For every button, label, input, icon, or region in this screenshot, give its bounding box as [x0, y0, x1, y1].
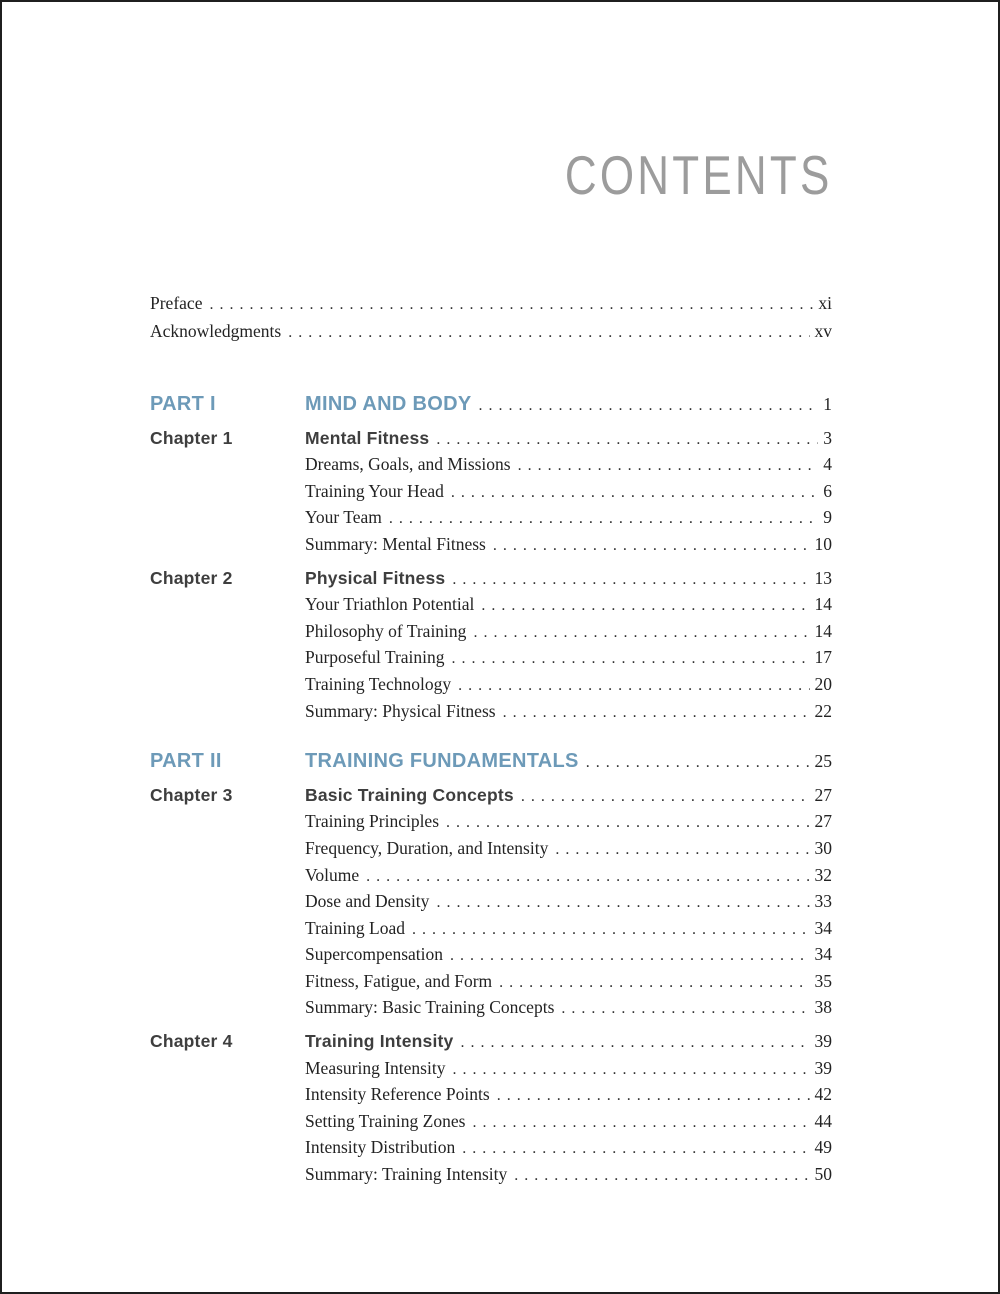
section-row — [150, 1082, 832, 1109]
section-row — [150, 699, 832, 726]
chapter-title: Physical Fitness — [305, 567, 446, 588]
section-row — [150, 1135, 832, 1162]
section-row — [150, 916, 832, 943]
page-number: 20 — [814, 673, 832, 694]
chapter-title: Basic Training Concepts — [305, 784, 514, 805]
page-number: 1 — [823, 394, 832, 414]
section-row — [150, 505, 832, 532]
front-matter-row — [150, 318, 832, 346]
part-label: PART I — [150, 393, 216, 415]
section-row — [150, 969, 832, 996]
toc-chapter-4 — [150, 1029, 832, 1189]
chapter-row — [150, 426, 832, 453]
section-title: Training Technology — [305, 673, 452, 694]
page-number: 14 — [814, 620, 832, 641]
section-title: Your Triathlon Potential — [305, 594, 475, 615]
dot-leader — [366, 864, 809, 890]
page-number: 22 — [814, 700, 832, 721]
section-title: Training Principles — [305, 811, 440, 832]
section-title: Setting Training Zones — [305, 1110, 466, 1131]
section-row — [150, 809, 832, 836]
section-title: Supercompensation — [305, 944, 444, 965]
page-number: 34 — [814, 944, 832, 965]
entry-title: Acknowledgments — [150, 321, 282, 341]
toc-content — [150, 144, 832, 1189]
page-number: 44 — [814, 1110, 832, 1131]
toc-chapter-1 — [150, 426, 832, 559]
page-number: 32 — [814, 864, 832, 885]
chapter-row — [150, 566, 832, 593]
page-number: 13 — [814, 567, 832, 588]
page-number: 10 — [814, 533, 832, 554]
page-number: 4 — [823, 454, 832, 475]
entry-title: Preface — [150, 293, 203, 313]
chapter-label: Chapter 2 — [150, 567, 233, 588]
toc-part-2 — [150, 749, 832, 1189]
section-title: Philosophy of Training — [305, 620, 467, 641]
section-row — [150, 1056, 832, 1083]
part-title: TRAINING FUNDAMENTALS — [305, 750, 579, 773]
chapter-row — [150, 783, 832, 810]
dot-leader — [555, 837, 809, 863]
dot-leader — [481, 593, 809, 619]
page-number: 50 — [814, 1164, 832, 1185]
chapter-title: Mental Fitness — [305, 427, 430, 448]
dot-leader — [446, 810, 809, 836]
page-number: 49 — [814, 1137, 832, 1158]
section-row — [150, 532, 832, 559]
section-title: Fitness, Fatigue, and Form — [305, 970, 493, 991]
toc-chapter-3 — [150, 783, 832, 1022]
section-title: Volume — [305, 864, 360, 885]
page-number: 42 — [814, 1084, 832, 1105]
dot-leader — [436, 427, 818, 453]
dot-leader — [451, 480, 818, 506]
section-row — [150, 942, 832, 969]
page-number: 27 — [814, 811, 832, 832]
section-title: Summary: Mental Fitness — [305, 533, 486, 554]
section-title: Intensity Distribution — [305, 1137, 456, 1158]
section-row — [150, 592, 832, 619]
dot-leader — [518, 453, 819, 479]
section-row — [150, 1109, 832, 1136]
front-matter-row — [150, 290, 832, 318]
section-title: Summary: Training Intensity — [305, 1164, 508, 1185]
page-number: 33 — [814, 891, 832, 912]
dot-leader — [473, 620, 809, 646]
section-title: Training Your Head — [305, 480, 444, 501]
chapter-row — [150, 1029, 832, 1056]
section-title: Intensity Reference Points — [305, 1084, 490, 1105]
dot-leader — [389, 506, 818, 532]
section-title: Dose and Density — [305, 891, 430, 912]
dot-leader — [452, 567, 809, 593]
section-row — [150, 863, 832, 890]
dot-leader — [436, 890, 809, 916]
dot-leader — [450, 943, 809, 969]
part-row — [150, 392, 832, 419]
dot-leader — [499, 970, 809, 996]
section-row — [150, 1162, 832, 1189]
page-number: 17 — [814, 647, 832, 668]
section-row — [150, 889, 832, 916]
section-title: Summary: Basic Training Concepts — [305, 997, 555, 1018]
page-number: 9 — [823, 507, 832, 528]
dot-leader — [209, 291, 813, 318]
chapter-label: Chapter 1 — [150, 427, 233, 448]
dot-leader — [497, 1083, 810, 1109]
page-number: xv — [814, 321, 832, 341]
toc-chapter-2 — [150, 566, 832, 726]
dot-leader — [586, 750, 810, 776]
page-number: xi — [818, 293, 832, 313]
dot-leader — [460, 1030, 809, 1056]
page-number: 34 — [814, 917, 832, 938]
section-title: Measuring Intensity — [305, 1057, 446, 1078]
dot-leader — [412, 917, 810, 943]
page-title — [150, 144, 832, 206]
section-row — [150, 672, 832, 699]
section-row — [150, 995, 832, 1022]
page-number: 3 — [823, 427, 832, 448]
toc-part-1 — [150, 392, 832, 725]
section-row — [150, 452, 832, 479]
part-title: MIND AND BODY — [305, 393, 472, 415]
dot-leader — [462, 1136, 809, 1162]
page-number: 39 — [814, 1031, 832, 1052]
section-row — [150, 479, 832, 506]
section-title: Dreams, Goals, and Missions — [305, 454, 511, 475]
page-number: 27 — [814, 784, 832, 805]
dot-leader — [493, 533, 810, 559]
dot-leader — [452, 646, 810, 672]
page-number: 25 — [814, 751, 832, 772]
page-number: 35 — [814, 970, 832, 991]
front-matter — [150, 290, 832, 346]
page-title-text: CONTENTS — [564, 144, 832, 206]
page-number: 38 — [814, 997, 832, 1018]
section-row — [150, 836, 832, 863]
chapter-title: Training Intensity — [305, 1031, 454, 1052]
dot-leader — [479, 393, 819, 419]
dot-leader — [561, 996, 809, 1022]
section-title: Purposeful Training — [305, 647, 445, 668]
page-number: 14 — [814, 594, 832, 615]
dot-leader — [521, 784, 810, 810]
section-row — [150, 645, 832, 672]
page-number: 30 — [814, 837, 832, 858]
section-title: Frequency, Duration, and Intensity — [305, 837, 549, 858]
chapter-label: Chapter 3 — [150, 784, 233, 805]
page-number: 39 — [814, 1057, 832, 1078]
chapter-label: Chapter 4 — [150, 1031, 233, 1052]
dot-leader — [452, 1057, 809, 1083]
dot-leader — [514, 1163, 809, 1189]
section-row — [150, 619, 832, 646]
section-title: Your Team — [305, 507, 382, 528]
dot-leader — [458, 673, 809, 699]
section-title: Summary: Physical Fitness — [305, 700, 496, 721]
page-number: 6 — [823, 480, 832, 501]
section-title: Training Load — [305, 917, 405, 938]
dot-leader — [288, 319, 809, 346]
dot-leader — [503, 700, 810, 726]
part-row — [150, 749, 832, 776]
part-label: PART II — [150, 750, 222, 773]
dot-leader — [472, 1110, 809, 1136]
